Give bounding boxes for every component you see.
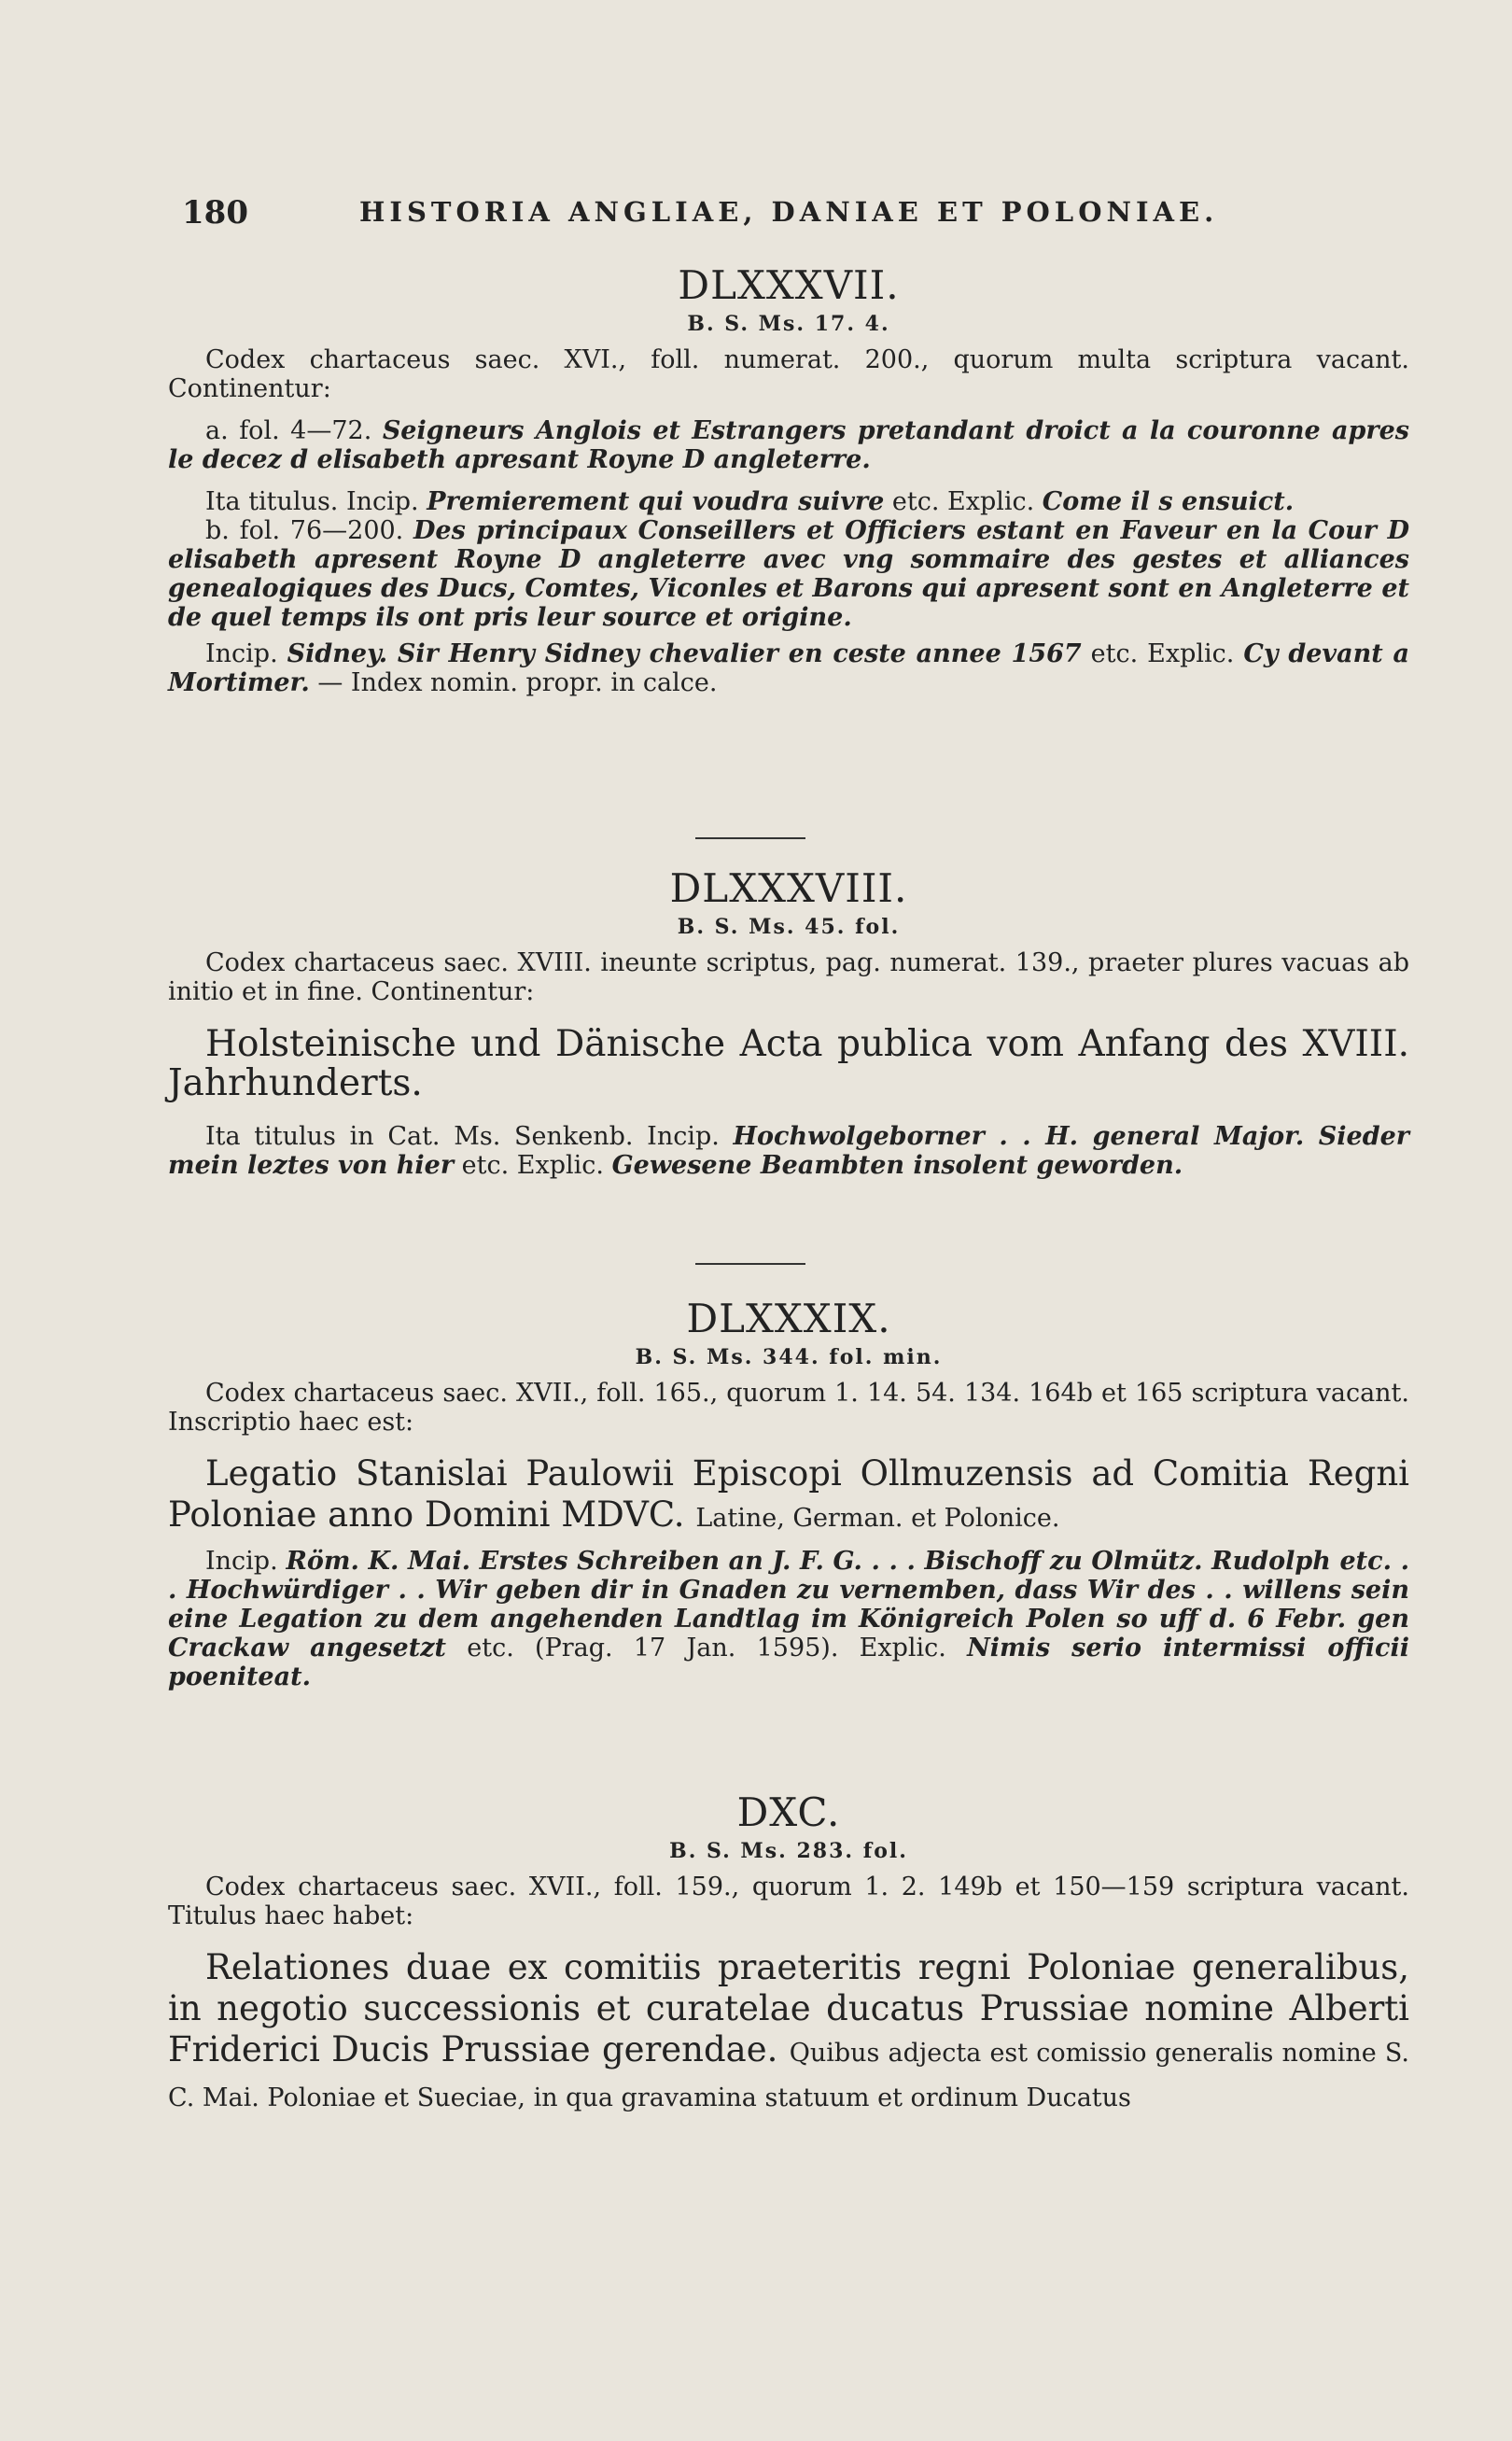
codex-description: Codex chartaceus saec. XVIII. ineunte scriptus, pag. numerat. 139., praeter plures vacuas ab initio et in fine. Continentur:: [168, 948, 1409, 1006]
entry-number: DLXXXIX.: [686, 1296, 891, 1341]
entry-dlxxxix: [168, 1297, 1409, 1691]
entry-number: DLXXXVIII.: [669, 865, 908, 911]
incipit-note: Ita titulus in Cat. Ms. Senkenb. Incip. Hochwolgeborner . . H. general Major. Sieder mein leztes von hier etc. Explic. Gewesene Beambten insolent geworden.: [168, 1122, 1409, 1180]
section-divider: [695, 837, 805, 839]
incipit-note: Incip. Röm. K. Mai. Erstes Schreiben an J. F. G. . . . Bischoff zu Olmütz. Rudolph etc. . . Hochwürdiger . . Wir geben dir in Gnaden zu vernemben, dass Wir des . . willens sein eine Legation zu dem angehenden Landtlag im Königreich Polen so uff d. 6 Febr. gen Crackaw angesetzt etc. (Prag. 17 Jan. 1595). Explic. Nimis serio intermissi officii poeniteat.: [168, 1547, 1409, 1691]
running-title: HISTORIA ANGLIAE, DANIAE ET POLONIAE.: [359, 196, 1219, 228]
work-title: Legatio Stanislai Paulowii Episcopi Ollmuzensis ad Comitia Regni Poloniae anno Domini MDVC. Latine, German. et Polonice.: [168, 1453, 1409, 1535]
entry-number: DLXXXVII.: [678, 262, 900, 308]
shelfmark: B. S. Ms. 344. fol. min.: [635, 1345, 943, 1369]
page-number: 180: [182, 194, 248, 231]
item-b: b. fol. 76—200. Des principaux Conseillers et Officiers estant en Faveur en la Cour D elisabeth apresent Royne D angleterre avec vng sommaire des gestes et alliances genealogiques des Ducs, Comtes, Viconles et Barons qui apresent sont en Angleterre et de quel temps ils ont pris leur source et origine.: [168, 516, 1409, 632]
entry-number: DXC.: [736, 1789, 841, 1835]
running-header: [182, 194, 1339, 250]
section-divider: [695, 1263, 805, 1265]
codex-description: Codex chartaceus saec. XVI., foll. numerat. 200., quorum multa scriptura vacant. Continentur:: [168, 345, 1409, 403]
work-title: Holsteinische und Dänische Acta publica vom Anfang des XVIII. Jahrhunderts.: [168, 1023, 1409, 1104]
shelfmark: B. S. Ms. 283. fol.: [669, 1839, 908, 1863]
entry-dxc: [168, 1790, 1409, 2126]
entry-dlxxxvii: [168, 263, 1409, 697]
shelfmark: B. S. Ms. 17. 4.: [687, 312, 890, 336]
item-a: a. fol. 4—72. Seigneurs Anglois et Estrangers pretandant droict a la couronne apres le decez d elisabeth apresant Royne D angleterre.: [168, 416, 1409, 474]
shelfmark: B. S. Ms. 45. fol.: [677, 915, 901, 939]
item-a-note: Ita titulus. Incip. Premierement qui voudra suivre etc. Explic. Come il s ensuict.: [205, 487, 1295, 516]
item-b-note: Incip. Sidney. Sir Henry Sidney chevalier en ceste annee 1567 etc. Explic. Cy devant a Mortimer. — Index nomin. propr. in calce.: [168, 639, 1409, 697]
entry-dlxxxviii: [168, 866, 1409, 1180]
codex-description: Codex chartaceus saec. XVII., foll. 159., quorum 1. 2. 149b et 150—159 scriptura vacant. Titulus haec habet:: [168, 1873, 1409, 1930]
work-title: Relationes duae ex comitiis praeteritis regni Poloniae generalibus, in negotio successionis et curatelae ducatus Prussiae nomine Alberti Friderici Ducis Prussiae gerendae. Quibus adjecta est comissio generalis nomine S. C. Mai. Poloniae et Sueciae, in qua gravamina statuum et ordinum Ducatus: [168, 1947, 1409, 2112]
codex-description: Codex chartaceus saec. XVII., foll. 165., quorum 1. 14. 54. 134. 164b et 165 scriptura vacant. Inscriptio haec est:: [168, 1379, 1409, 1437]
